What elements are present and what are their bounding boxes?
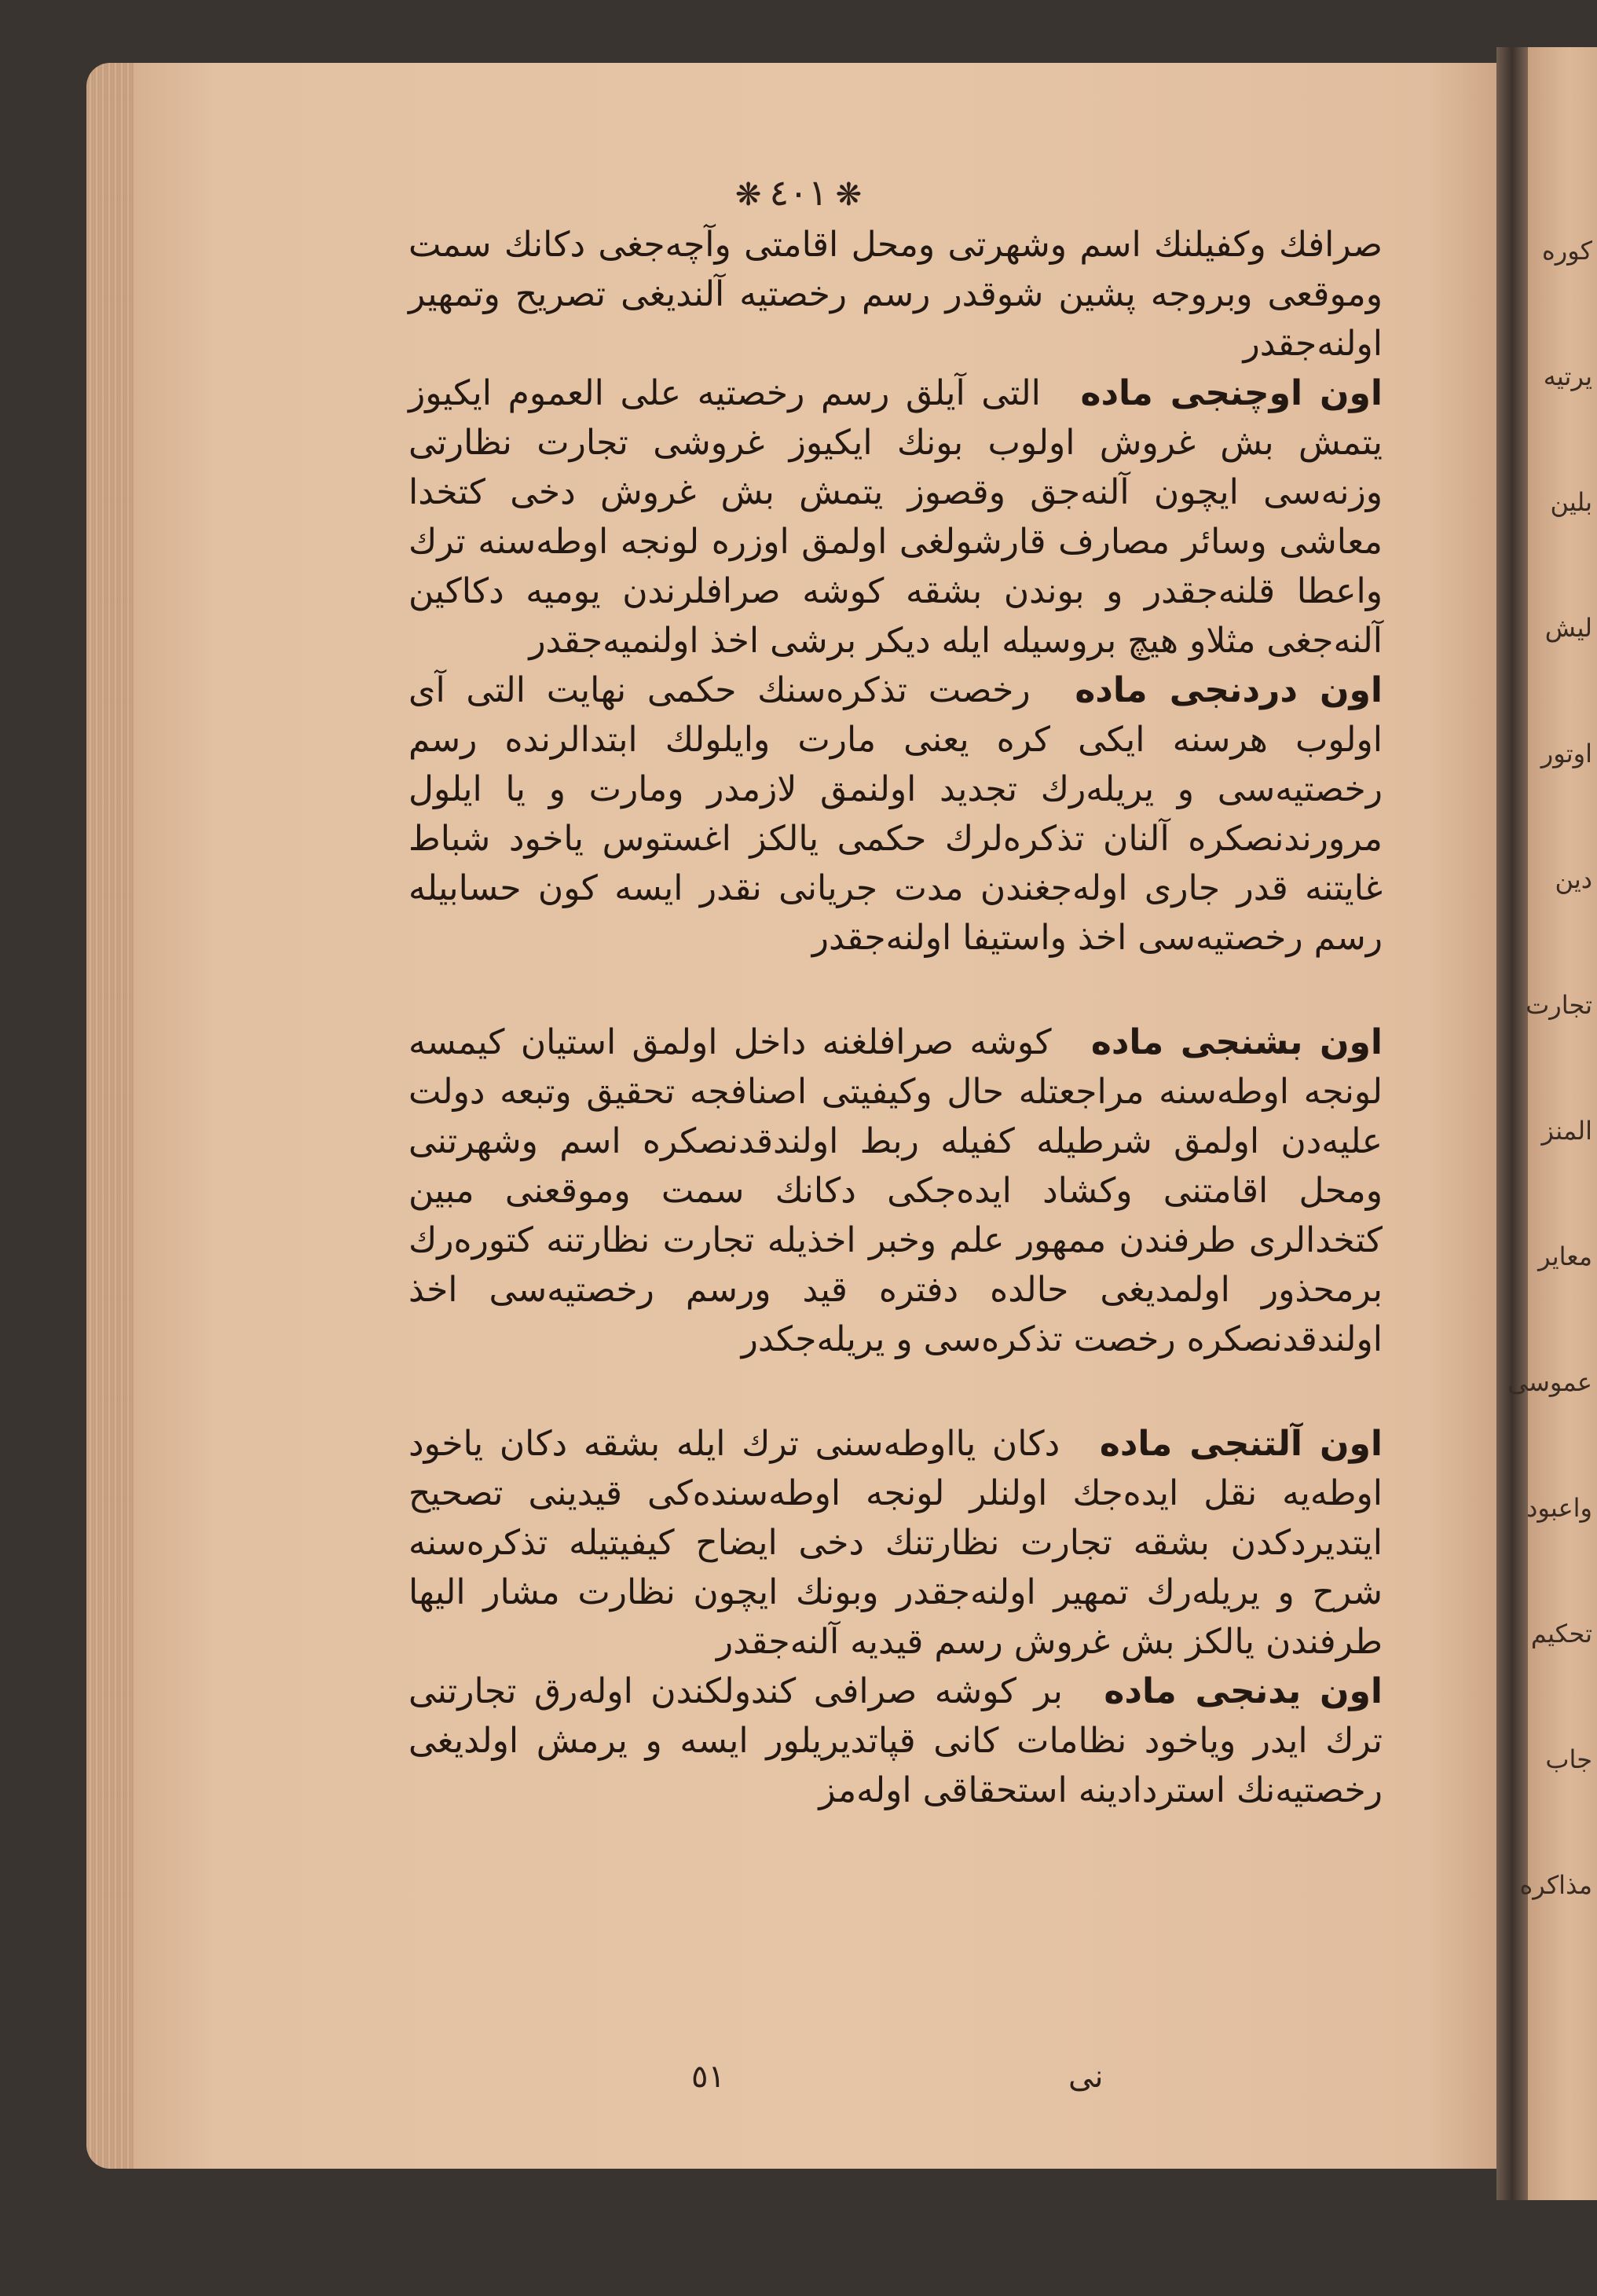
adjacent-page-fragment: مذاكره (1519, 1870, 1592, 1900)
page-number: ٤٠١ (769, 171, 828, 214)
footer-mark: نی (1068, 2059, 1104, 2095)
article-heading: اون بشنجى ماده (1090, 1022, 1383, 1062)
adjacent-page-fragment: المنز (1541, 1116, 1592, 1146)
signature-mark: ٥١ (691, 2059, 725, 2095)
article-13 (408, 369, 1383, 666)
page-header (0, 171, 1597, 214)
adjacent-page-fragment: واعبود (1526, 1493, 1592, 1523)
adjacent-page-fragment: ليش (1544, 613, 1592, 643)
article-15 (408, 1018, 1383, 1364)
adjacent-page-fragment: اوتور (1540, 739, 1592, 768)
ornament-left-icon: ❋ (734, 177, 762, 213)
paragraph-text: صرافك وكفيلنك اسم وشهرتى ومحل اقامتى وآچەجغى دكانك سمت وموقعى وبروجه پشين شوقدر رسم رخصتيه آلنديغى تصريح وتمهير اولنەجقدر (408, 225, 1383, 364)
article-17 (408, 1667, 1383, 1815)
adjacent-page-fragment: تحكيم (1530, 1619, 1592, 1649)
ornament-right-icon: ❋ (835, 177, 863, 213)
adjacent-page-fragment: عموسى (1507, 1367, 1592, 1397)
adjacent-page-fragment: دين (1555, 864, 1592, 894)
paragraph-continuation (408, 220, 1383, 369)
article-text (408, 220, 1383, 1815)
adjacent-page-edge (1507, 47, 1597, 2200)
article-14 (408, 666, 1383, 963)
article-heading: اون آلتنجى ماده (1099, 1424, 1383, 1464)
article-16 (408, 1419, 1383, 1667)
paragraph-text: كوشه صرافلغنه داخل اولمق استيان كيمسه لونجه اوطەسنه مراجعتله حال وكيفيتى اصنافجه تحقيق وتبعه دولت عليەدن اولمق شرطيله كفيله ربط اولندقدنصكره اسم وشهرتنى ومحل اقامتنى وكشاد ايدەجكى دكانك سمت وموقعنى مبين كتخدالرى طرفندن ممهور علم وخبر اخذيله تجارت نظارتنه كتورەرك برمحذور اولمديغى حالده دفتره قيد ورسم رخصتيەسى اخذ اولندقدنصكره رخصت تذكرەسى و يريلەجكدر (408, 1022, 1383, 1359)
paragraph-text: بر كوشه صرافى كندولكندن اولەرق تجارتنى ترك ايدر وياخود نظامات كانى قپاتديريلور ايسه و يرمش اولديغى رخصتيەنك استردادينه استحقاقى اولەمز (408, 1671, 1383, 1810)
adjacent-page-fragment: بلين (1550, 487, 1592, 517)
paragraph-text: رخصت تذكرەسنك حكمى نهايت التى آى اولوب هرسنه ايكى كره يعنى مارت وايلولك ابتدالرنده رسم رخصتيەسى و يريلەرك تجديد اولنمق لازمدر ومارت و يا ايلول مرورندنصكره آلنان تذكرەلرك حكمى يالكز اغستوس ياخود شباط غايتنه قدر جارى اولەجغندن مدت جريانى نقدر ايسه كون حسابيله رسم رخصتيەسى اخذ واستيفا اولنەجقدر (408, 670, 1383, 958)
adjacent-page-fragment: تجارت (1526, 990, 1592, 1020)
adjacent-page-fragment: كوره (1542, 236, 1592, 266)
article-heading: اون دردنجى ماده (1075, 670, 1383, 710)
article-heading: اون اوچنجى ماده (1080, 373, 1383, 413)
article-heading: اون يدنجى ماده (1104, 1671, 1383, 1711)
paragraph-text: التى آيلق رسم رخصتيه على العموم ايكيوز يتمش بش غروش اولوب بونك ايكيوز غروشى تجارت نظارتى وزنەسى ايچون آلنەجق وقصوز يتمش بش غروش دخى كتخدا معاشى وسائر مصارف قارشولغى اولمق اوزره لونجه اوطەسنە ترك واعطا قلنەجقدر و بوندن بشقه كوشه صرافلرندن يوميه دكاكين آلنەجغى مثلاو هيچ بروسيله ايله ديكر برشى اخذ اولنميەجقدر (408, 373, 1383, 661)
adjacent-page-fragment: يرتيه (1543, 361, 1592, 391)
adjacent-page-fragment: معاير (1538, 1242, 1592, 1271)
adjacent-page-fragment: جاب (1545, 1744, 1592, 1774)
paragraph-text: دكان يااوطەسنى ترك ايله بشقه دكان ياخود اوطەيه نقل ايدەجك اولنلر لونجه اوطەسندەكى قيدينى تصحيح ايتديردكدن بشقه تجارت نظارتنك دخى ايضاح كيفيتيله تذكرەسنه شرح و يريلەرك تمهير اولنەجقدر وبونك ايچون نظارت مشار اليها طرفندن يالكز بش غروش رسم قيديه آلنەجقدر (408, 1424, 1383, 1662)
